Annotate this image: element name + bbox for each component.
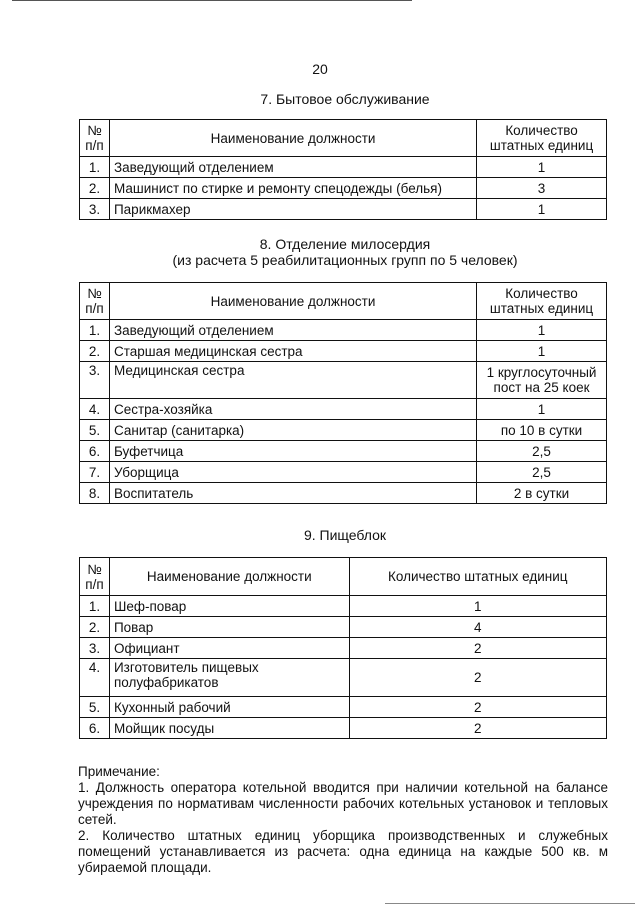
table-row bbox=[80, 420, 607, 441]
section-8-subtitle: (из расчета 5 реабилитационных групп по 5 человек) bbox=[172, 252, 518, 268]
table-row bbox=[80, 341, 607, 362]
row-number: 7. bbox=[80, 462, 110, 483]
row-count: 2 bbox=[349, 659, 606, 697]
row-position: Буфетчица bbox=[109, 441, 476, 462]
row-number: 2. bbox=[80, 178, 110, 199]
note-block bbox=[78, 764, 608, 876]
table-row bbox=[80, 462, 607, 483]
bottom-rule bbox=[385, 903, 635, 904]
row-position: Заведующий отделением bbox=[109, 320, 476, 341]
row-number: 1. bbox=[80, 157, 110, 178]
col-header-number: № п/п bbox=[80, 558, 110, 596]
col-header-position: Наименование должности bbox=[109, 558, 349, 596]
col-header-count: Количество штатных единиц bbox=[477, 283, 607, 320]
row-count: 2 bbox=[349, 638, 606, 659]
row-number: 6. bbox=[80, 441, 110, 462]
col-header-count: Количество штатных единиц bbox=[477, 120, 607, 157]
row-number: 1. bbox=[80, 320, 110, 341]
row-count: по 10 в сутки bbox=[477, 420, 607, 441]
row-position: Воспитатель bbox=[109, 483, 476, 504]
table-row bbox=[80, 483, 607, 504]
table-catering bbox=[79, 557, 607, 739]
table-row bbox=[80, 659, 607, 697]
row-position: Санитар (санитарка) bbox=[109, 420, 476, 441]
row-position: Машинист по стирке и ремонту спецодежды (белья) bbox=[109, 178, 476, 199]
row-count: 1 bbox=[477, 399, 607, 420]
row-position: Медицинская сестра bbox=[109, 362, 476, 399]
row-count: 1 bbox=[477, 199, 607, 220]
section-9-title: 9. Пищеблок bbox=[303, 527, 387, 543]
row-number: 8. bbox=[80, 483, 110, 504]
top-rule bbox=[12, 0, 412, 1]
col-header-number: № п/п bbox=[80, 120, 110, 157]
row-number: 3. bbox=[80, 638, 110, 659]
row-position: Официант bbox=[109, 638, 349, 659]
table-row bbox=[80, 320, 607, 341]
table-row bbox=[80, 596, 607, 617]
table-row bbox=[80, 178, 607, 199]
note-item: 2. Количество штатных единиц уборщика производственных и служебных помещений устанавливается из расчета: одна единица на каждые 500 кв. м убираемой площади. bbox=[78, 828, 608, 875]
table-row bbox=[80, 399, 607, 420]
table-mercy-department bbox=[79, 282, 607, 504]
row-number: 5. bbox=[80, 697, 110, 718]
row-number: 4. bbox=[80, 659, 110, 697]
table-row bbox=[80, 441, 607, 462]
row-number: 5. bbox=[80, 420, 110, 441]
row-count: 2,5 bbox=[477, 462, 607, 483]
row-count: 1 bbox=[477, 341, 607, 362]
note-item: 1. Должность оператора котельной вводится при наличии котельной на балансе учреждения по нормативам численности рабочих котельных установок и тепловых сетей. bbox=[78, 780, 608, 827]
row-count: 1 bbox=[477, 320, 607, 341]
row-count: 2 bbox=[349, 718, 606, 739]
row-position: Шеф-повар bbox=[109, 596, 349, 617]
row-count: 1 bbox=[477, 157, 607, 178]
row-number: 1. bbox=[80, 596, 110, 617]
row-position: Уборщица bbox=[109, 462, 476, 483]
row-count: 2,5 bbox=[477, 441, 607, 462]
row-count: 2 в сутки bbox=[477, 483, 607, 504]
table-row bbox=[80, 157, 607, 178]
table-row bbox=[80, 362, 607, 399]
row-count: 2 bbox=[349, 697, 606, 718]
row-position: Парикмахер bbox=[109, 199, 476, 220]
table-row bbox=[80, 617, 607, 638]
col-header-position: Наименование должности bbox=[109, 283, 476, 320]
row-position: Повар bbox=[109, 617, 349, 638]
row-position: Заведующий отделением bbox=[109, 157, 476, 178]
col-header-number: № п/п bbox=[80, 283, 110, 320]
col-header-position: Наименование должности bbox=[109, 120, 476, 157]
page-number: 20 bbox=[312, 61, 328, 77]
table-household-service bbox=[79, 119, 607, 220]
table-row bbox=[80, 697, 607, 718]
row-number: 3. bbox=[80, 199, 110, 220]
row-number: 2. bbox=[80, 341, 110, 362]
row-count: 1 bbox=[349, 596, 606, 617]
table-row bbox=[80, 638, 607, 659]
row-number: 4. bbox=[80, 399, 110, 420]
note-heading: Примечание: bbox=[78, 764, 160, 779]
row-position: Сестра-хозяйка bbox=[109, 399, 476, 420]
row-position: Кухонный рабочий bbox=[109, 697, 349, 718]
table-row bbox=[80, 199, 607, 220]
row-count: 4 bbox=[349, 617, 606, 638]
col-header-count: Количество штатных единиц bbox=[349, 558, 606, 596]
row-count: 1 круглосуточный пост на 25 коек bbox=[477, 362, 607, 399]
row-position: Старшая медицинская сестра bbox=[109, 341, 476, 362]
row-position: Изготовитель пищевых полуфабрикатов bbox=[109, 659, 349, 697]
row-number: 6. bbox=[80, 718, 110, 739]
section-8-title: 8. Отделение милосердия bbox=[259, 236, 431, 252]
row-position: Мойщик посуды bbox=[109, 718, 349, 739]
table-row bbox=[80, 718, 607, 739]
row-count: 3 bbox=[477, 178, 607, 199]
section-7-title: 7. Бытовое обслуживание bbox=[260, 91, 430, 107]
row-number: 3. bbox=[80, 362, 110, 399]
row-number: 2. bbox=[80, 617, 110, 638]
